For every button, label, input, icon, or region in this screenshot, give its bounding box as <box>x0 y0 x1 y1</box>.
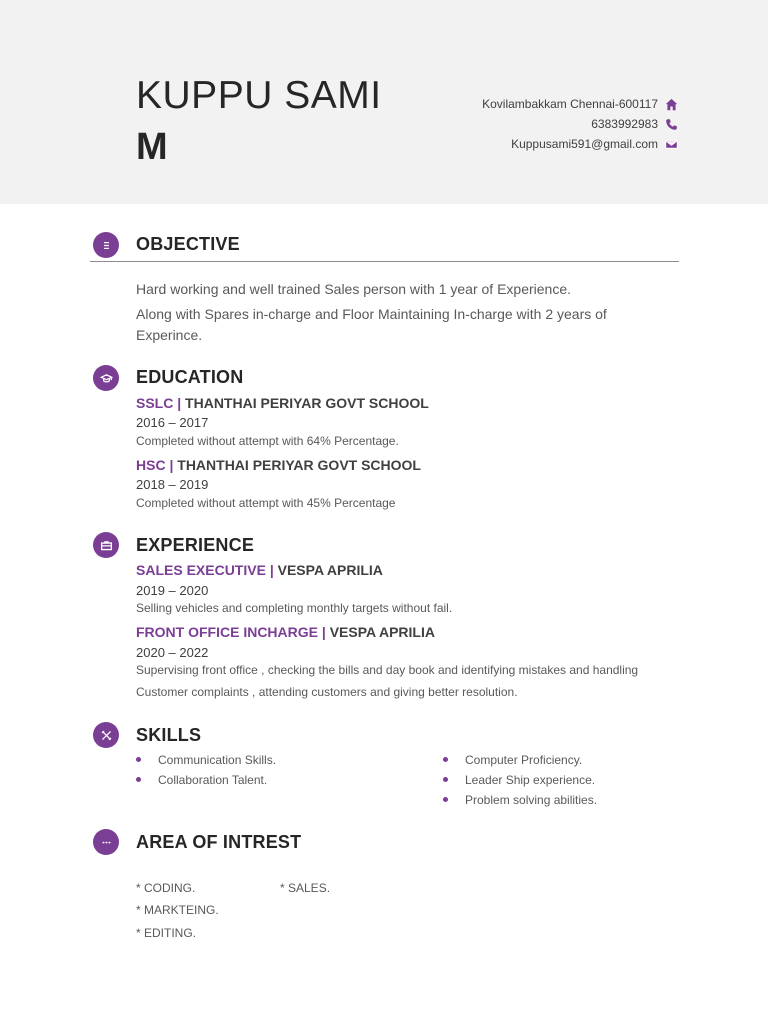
interest-item: * EDITING. <box>136 926 197 940</box>
interests-title: AREA OF INTREST <box>136 832 302 852</box>
skill-text: Collaboration Talent. <box>158 773 268 787</box>
education-description: Completed without attempt with 45% Percentage <box>136 496 396 510</box>
section-divider <box>90 261 679 262</box>
experience-years: 2020 – 2022 <box>136 645 209 660</box>
envelope-icon <box>664 137 678 151</box>
email-text[interactable]: Kuppusami591@gmail.com <box>511 137 658 151</box>
address-text: Kovilambakkam Chennai-600117 <box>482 97 658 111</box>
skills-title: SKILLS <box>136 725 202 745</box>
skill-text: Communication Skills. <box>158 753 277 767</box>
job-role: SALES EXECUTIVE <box>136 562 266 578</box>
tools-icon <box>93 722 119 748</box>
education-entry-title <box>136 457 421 473</box>
title-separator: | <box>269 562 274 578</box>
education-description: Completed without attempt with 64% Percentage. <box>136 434 399 448</box>
bullet-icon <box>136 777 141 782</box>
education-title: EDUCATION <box>136 367 244 387</box>
phone-text[interactable]: 6383992983 <box>591 117 658 131</box>
home-icon <box>664 97 678 111</box>
skills-list-left <box>136 750 276 790</box>
skill-text: Problem solving abilities. <box>465 793 598 807</box>
email-row <box>358 134 678 154</box>
skills-list-right <box>443 750 597 810</box>
experience-description: Selling vehicles and completing monthly targets without fail. <box>136 601 453 615</box>
resume-header <box>0 0 768 204</box>
degree-name: SSLC <box>136 395 174 411</box>
list-item <box>443 790 597 810</box>
experience-description: Supervising front office , checking the bills and day book and identifying mistakes and handling Customer complaints , attending customers and giving better resolution. <box>136 663 639 699</box>
objective-title: OBJECTIVE <box>136 234 240 254</box>
phone-row <box>358 114 678 134</box>
phone-icon <box>664 117 678 131</box>
list-item <box>136 750 276 770</box>
list-item <box>136 770 276 790</box>
company-name: VESPA APRILIA <box>329 624 435 640</box>
education-years: 2016 – 2017 <box>136 415 209 430</box>
skill-text: Leader Ship experience. <box>465 773 596 787</box>
graduation-cap-icon <box>93 365 119 391</box>
first-name: KUPPU SAMI <box>136 74 382 117</box>
experience-years: 2019 – 2020 <box>136 583 209 598</box>
title-separator: | <box>177 395 182 411</box>
education-years: 2018 – 2019 <box>136 477 209 492</box>
contact-info <box>358 94 678 154</box>
skill-text: Computer Proficiency. <box>465 753 583 767</box>
job-role: FRONT OFFICE INCHARGE <box>136 624 318 640</box>
address-row <box>358 94 678 114</box>
list-item <box>443 770 597 790</box>
bullet-icon <box>443 757 448 762</box>
title-separator: | <box>169 457 174 473</box>
interest-item: * SALES. <box>280 881 331 895</box>
interest-item: * CODING. <box>136 881 196 895</box>
bullet-icon <box>443 777 448 782</box>
bullet-icon <box>443 797 448 802</box>
briefcase-icon <box>93 532 119 558</box>
list-item <box>443 750 597 770</box>
interest-item: * MARKTEING. <box>136 903 219 917</box>
bullet-icon <box>136 757 141 762</box>
experience-title: EXPERIENCE <box>136 535 255 555</box>
school-name: THANTHAI PERIYAR GOVT SCHOOL <box>177 457 421 473</box>
experience-entry-title <box>136 624 435 640</box>
degree-name: HSC <box>136 457 166 473</box>
experience-entry-title <box>136 562 383 578</box>
last-name: M <box>136 126 168 168</box>
objective-line-2: Along with Spares in-charge and Floor Maintaining In-charge with 2 years of Experince. <box>136 306 607 343</box>
more-dots-icon <box>93 829 119 855</box>
company-name: VESPA APRILIA <box>277 562 383 578</box>
title-separator: | <box>321 624 326 640</box>
objective-line-1: Hard working and well trained Sales person with 1 year of Experience. <box>136 281 572 297</box>
education-entry-title <box>136 395 429 411</box>
objective-icon <box>93 232 119 258</box>
school-name: THANTHAI PERIYAR GOVT SCHOOL <box>185 395 429 411</box>
